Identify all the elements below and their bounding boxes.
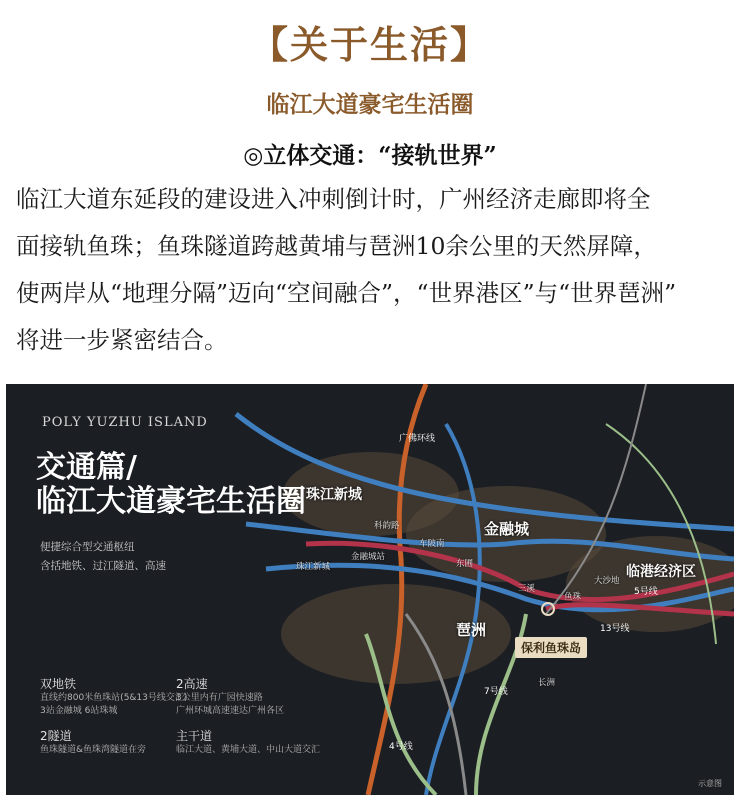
line-label: 7号线 <box>484 687 508 697</box>
feature-desc: 临江大道、黄埔大道、中山大道交汇 <box>176 745 321 755</box>
map-lines <box>6 384 734 795</box>
line-label: 4号线 <box>389 742 413 752</box>
feature-title: 主干道 <box>176 729 213 743</box>
project-pin-icon <box>541 602 555 616</box>
station-label: 金融城站 <box>351 552 386 562</box>
feature-title: 2隧道 <box>40 729 72 743</box>
station-label: 科韵路 <box>374 521 400 531</box>
map-desc-1: 便捷综合型交通枢纽 <box>40 541 135 553</box>
map-heading-2: 临江大道豪宅生活圈 <box>36 484 306 519</box>
area-label: 金融城 <box>484 520 530 538</box>
area-label: 临港经济区 <box>626 564 696 580</box>
area-label: 珠江新城 <box>306 487 362 503</box>
page-title: 【关于生活】 <box>249 22 490 67</box>
map-desc-2: 含括地铁、过江隧道、高速 <box>40 560 166 572</box>
line-label: 13号线 <box>600 624 630 634</box>
area-label: 琶洲 <box>456 621 487 639</box>
body-line: 使两岸从“地理分隔”迈向“空间融合”，“世界港区”与“世界琶洲” <box>16 279 677 307</box>
station-label: 东圃 <box>456 559 474 569</box>
body-paragraph <box>16 176 728 364</box>
page-subtitle: 临江大道豪宅生活圈 <box>266 91 474 118</box>
station-label: 鱼珠 <box>564 592 582 602</box>
feature-desc: 广州环城高速速达广州各区 <box>176 706 285 716</box>
project-badge: 保利鱼珠岛 <box>515 637 587 658</box>
map-brand: POLY YUZHU ISLAND <box>42 415 208 430</box>
body-line: 将进一步紧密结合。 <box>16 326 228 354</box>
body-line: 面接轨鱼珠；鱼珠隧道跨越黄埔与琶洲10余公里的天然屏障， <box>16 232 657 260</box>
line-label: 5号线 <box>634 587 658 597</box>
station-label: 珠江新城 <box>296 562 331 572</box>
feature-title: 2高速 <box>176 677 208 691</box>
feature-desc: 3公里内有广园快速路 <box>176 693 263 703</box>
body-line: 临江大道东延段的建设进入冲刺倒计时，广州经济走廊即将全 <box>16 185 651 213</box>
map-heading-1: 交通篇/ <box>36 450 137 485</box>
schematic-note: 示意图 <box>698 779 722 788</box>
traffic-map <box>6 384 734 795</box>
feature-desc: 3站金融城 6站珠城 <box>40 706 118 716</box>
feature-desc: 直线约800米鱼珠站(5&13号线交汇) <box>40 693 188 703</box>
line-label: 广佛环线 <box>399 434 436 444</box>
feature-title: 双地铁 <box>40 677 77 691</box>
section-heading: ◎立体交通：“接轨世界” <box>243 142 497 169</box>
feature-desc: 鱼珠隧道&鱼珠湾隧道在旁 <box>40 745 147 755</box>
station-label: 大沙地 <box>594 576 620 586</box>
station-label: 长洲 <box>538 678 556 688</box>
station-label: 三溪 <box>518 584 536 594</box>
station-label: 车陂南 <box>419 539 445 549</box>
